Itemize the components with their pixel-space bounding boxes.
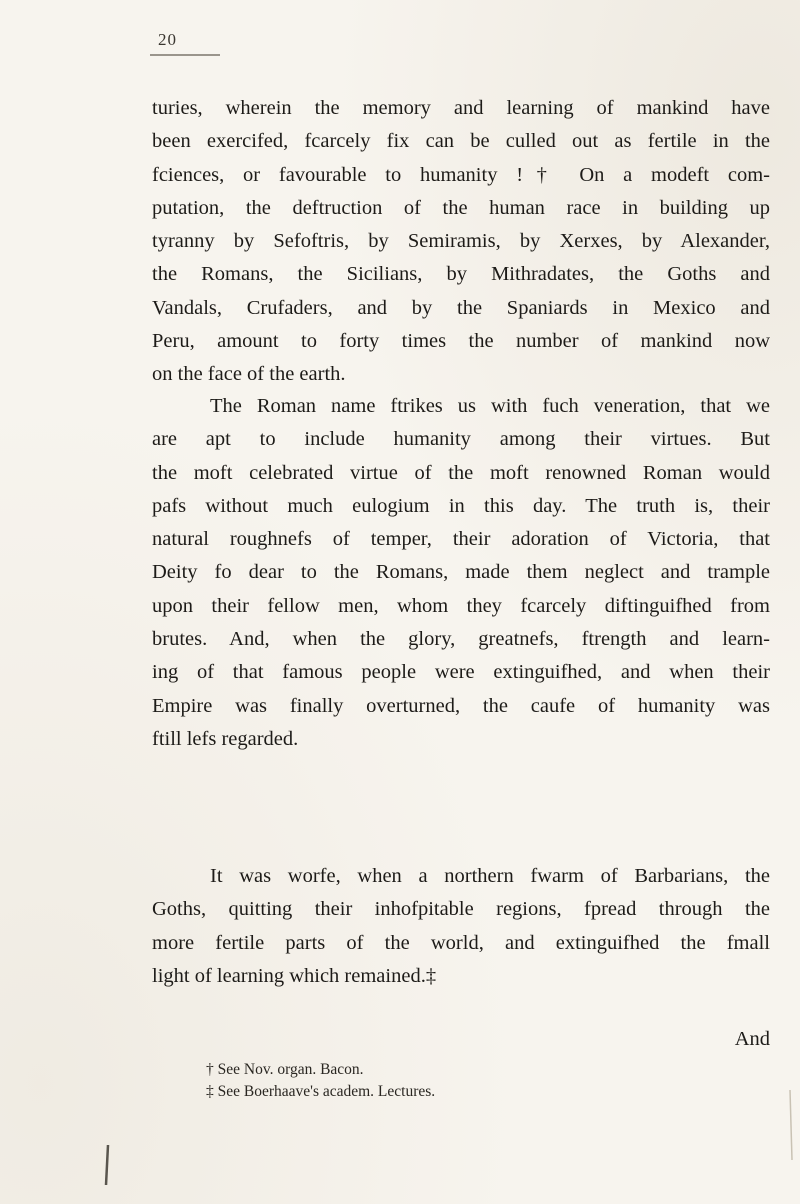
footnotes [206,1059,435,1103]
text-line: Vandals, Crufaders, and by the Spaniards in Mexico and [152,296,770,319]
paragraph-1 [152,92,770,392]
page-number: 20 [158,30,177,49]
header-rule [150,54,220,56]
text-line: more fertile parts of the world, and extinguifhed the fmall [152,931,770,954]
text-line: natural roughnefs of temper, their adoration of Victoria, that [152,528,770,551]
text-line: The Roman name ftrikes us with fuch veneration, that we [210,395,770,417]
text-line: ftill lefs regarded. [152,727,299,750]
footnote: ‡ See Boerhaave's academ. Lectures. [206,1083,436,1100]
text-line: It was worfe, when a northern fwarm of Barbarians, the [210,865,770,887]
catchword: And [734,1028,770,1050]
text-line: are apt to include humanity among their virtues. But [152,428,770,451]
text-line: putation, the deftruction of the human race in building up [152,196,770,219]
text-line: ing of that famous people were extinguifhed, and when their [152,661,770,684]
text-line: tyranny by Sefoftris, by Semiramis, by Xerxes, by Alexander, [152,230,770,253]
paragraph-2 [152,390,770,756]
text-line: Goths, quitting their inhofpitable regions, fpread through the [152,898,770,921]
text-line: the moft celebrated virtue of the moft renowned Roman would [152,461,770,484]
text-line: Deity fo dear to the Romans, made them neglect and trample [152,561,770,584]
text-line: been exercifed, fcarcely fix can be culled out as fertile in the [152,130,770,153]
text-line: pafs without much eulogium in this day. The truth is, their [152,494,770,517]
text-line: Peru, amount to forty times the number of mankind now [152,330,770,353]
text-line: light of learning which remained.‡ [152,964,437,987]
text-line: fciences, or favourable to humanity !† On a modeft com- [152,163,770,186]
footnote: † See Nov. organ. Bacon. [206,1061,364,1078]
text-line: upon their fellow men, whom they fcarcely diftinguifhed from [152,594,770,617]
text-line: the Romans, the Sicilians, by Mithradates, the Goths and [152,263,770,286]
margin-stroke [106,1145,108,1185]
text-line: turies, wherein the memory and learning of mankind have [152,97,770,119]
text-line: on the face of the earth. [152,363,346,386]
paragraph-3 [152,860,770,993]
text-line: Empire was finally overturned, the caufe of humanity was [152,694,770,717]
text-line: brutes. And, when the glory, greatnefs, ftrength and learn- [152,628,770,651]
margin-stroke [790,1090,792,1160]
